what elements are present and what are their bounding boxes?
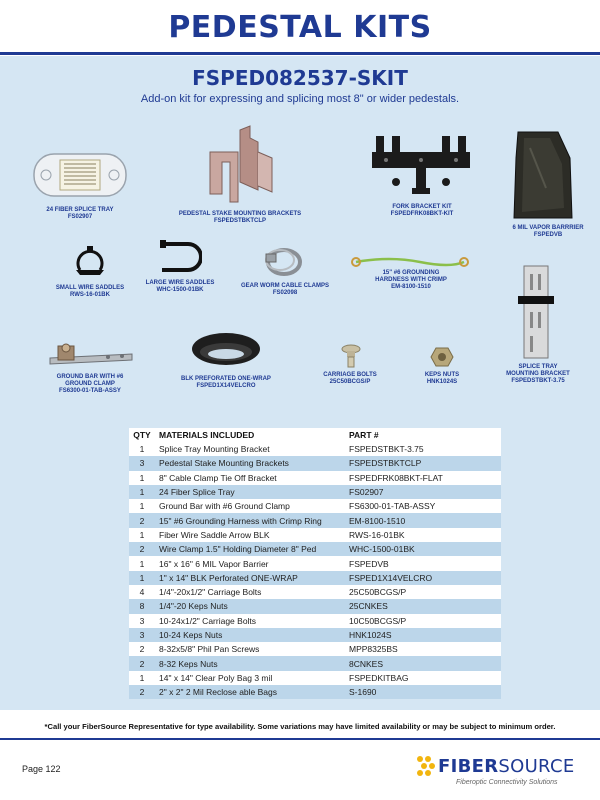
table-row bbox=[129, 671, 501, 685]
part-number-cell: 25CNKES bbox=[349, 601, 388, 612]
splice-tray-caption: 24 FIBER SPLICE TRAY FS02907 bbox=[46, 207, 114, 220]
table-row bbox=[129, 628, 501, 642]
material-cell: 1/4"-20x1/2" Carriage Bolts bbox=[159, 587, 262, 598]
part-number-cell: EM-8100-1510 bbox=[349, 515, 406, 526]
carriage-bolts-caption: CARRIAGE BOLTS 25C50BCGS/P bbox=[323, 372, 377, 385]
one-wrap-caption: BLK PREFORATED ONE-WRAP FSPED1X14VELCRO bbox=[181, 376, 271, 389]
qty-cell: 1 bbox=[139, 572, 145, 583]
material-cell: 15" #6 Grounding Harness with Crimp Ring bbox=[159, 515, 322, 526]
material-cell: 24 Fiber Splice Tray bbox=[159, 487, 235, 498]
part-number-cell: FSPEDFRK08BKT-FLAT bbox=[349, 472, 443, 483]
part-number-cell: 25C50BCGS/P bbox=[349, 587, 407, 598]
part-number-cell: FSPEDVB bbox=[349, 558, 389, 569]
table-header bbox=[129, 428, 501, 442]
material-cell: Fiber Wire Saddle Arrow BLK bbox=[159, 529, 270, 540]
table-row bbox=[129, 571, 501, 585]
material-cell: 16" x 16" 6 MIL Vapor Barrier bbox=[159, 558, 269, 569]
small-saddles-caption: SMALL WIRE SADDLES RWS-16-01BK bbox=[55, 285, 125, 298]
part-number-cell: FS02907 bbox=[349, 487, 384, 498]
page-number: Page 122 bbox=[22, 764, 61, 774]
logo-dots-icon bbox=[414, 754, 438, 780]
tray-bracket-caption: SPLICE TRAY MOUNTING BRACKET FSPEDSTBKT-3.75 bbox=[506, 364, 570, 384]
vapor-barrier-image bbox=[510, 128, 578, 222]
qty-cell: 2 bbox=[139, 544, 145, 555]
material-cell: 14" x 14" Clear Poly Bag 3 mil bbox=[159, 672, 273, 683]
kit-subtitle: Add-on kit for expressing and splicing most 8" or wider pedestals. bbox=[140, 93, 460, 105]
table-row bbox=[129, 456, 501, 470]
material-cell: 8" Cable Clamp Tie Off Bracket bbox=[159, 472, 277, 483]
ground-bar-image bbox=[48, 340, 134, 370]
ground-bar-caption: GROUND BAR WITH #6 GROUND CLAMP FS6300-01-TAB-ASSY bbox=[56, 374, 124, 394]
table-row bbox=[129, 556, 501, 570]
qty-cell: 2 bbox=[139, 658, 145, 669]
part-number-cell: FSPEDSTBKT-3.75 bbox=[349, 444, 424, 455]
qty-cell: 2 bbox=[139, 687, 145, 698]
fork-bracket-image bbox=[366, 132, 476, 202]
stake-brackets-caption: PEDESTAL STAKE MOUNTING BRACKETS FSPEDSTBKTCLP bbox=[178, 211, 302, 224]
carriage-bolts-image bbox=[340, 344, 362, 368]
table-row bbox=[129, 599, 501, 613]
part-number-cell: S-1690 bbox=[349, 687, 377, 698]
part-number-cell: FSPEDKITBAG bbox=[349, 672, 409, 683]
material-cell: 8-32x5/8" Phil Pan Screws bbox=[159, 644, 260, 655]
availability-note: *Call your FiberSource Representative for type availability. Some variations may have limited availability or may be subject to minimum order. bbox=[44, 722, 556, 731]
table-row bbox=[129, 499, 501, 513]
page-title: PEDESTAL KITS bbox=[168, 10, 432, 45]
part-number-cell: FSPEDSTBKTCLP bbox=[349, 458, 422, 469]
large-saddles-caption: LARGE WIRE SADDLES WHC-1500-01BK bbox=[145, 280, 215, 293]
qty-cell: 2 bbox=[139, 644, 145, 655]
table-row bbox=[129, 528, 501, 542]
material-cell: Wire Clamp 1.5" Holding Diameter 8" Ped bbox=[159, 544, 317, 555]
material-cell: 2" x 2" 2 Mil Reclose able Bags bbox=[159, 687, 278, 698]
table-row bbox=[129, 513, 501, 527]
part-number-cell: 10C50BCGS/P bbox=[349, 615, 407, 626]
part-number-cell: 8CNKES bbox=[349, 658, 384, 669]
table-row bbox=[129, 585, 501, 599]
material-cell: 10-24x1/2" Carriage Bolts bbox=[159, 615, 257, 626]
qty-cell: 2 bbox=[139, 515, 145, 526]
grounding-harness-image bbox=[350, 252, 470, 272]
qty-cell: 3 bbox=[139, 630, 145, 640]
stake-brackets-image bbox=[200, 122, 280, 204]
small-saddles-image bbox=[72, 244, 108, 278]
qty-cell: 1 bbox=[139, 444, 145, 455]
keps-nuts-image bbox=[430, 346, 454, 368]
part-header: PART # bbox=[349, 430, 379, 440]
part-number-cell: FSPED1X14VELCRO bbox=[349, 572, 433, 583]
tray-bracket-image bbox=[514, 264, 560, 360]
material-cell: 8-32 Keps Nuts bbox=[159, 658, 218, 669]
table-row bbox=[129, 656, 501, 670]
material-cell: Ground Bar with #6 Ground Clamp bbox=[159, 501, 290, 512]
qty-cell: 1 bbox=[139, 472, 145, 483]
qty-cell: 1 bbox=[139, 672, 145, 683]
logo-tagline: Fiberoptic Connectivity Solutions bbox=[456, 779, 558, 786]
gear-clamps-caption: GEAR WORM CABLE CLAMPS FS02098 bbox=[241, 283, 329, 296]
one-wrap-image bbox=[188, 328, 264, 370]
fork-bracket-caption: FORK BRACKET KIT FSPEDFRK08BKT-KIT bbox=[390, 204, 454, 217]
qty-cell: 1 bbox=[139, 501, 145, 512]
footer-divider bbox=[0, 738, 600, 740]
table-row bbox=[129, 642, 501, 656]
material-cell: 10-24 Keps Nuts bbox=[159, 630, 223, 640]
table-row bbox=[129, 471, 501, 485]
qty-cell: 1 bbox=[139, 487, 145, 498]
keps-nuts-caption: KEPS NUTS HNK1024S bbox=[424, 372, 460, 385]
large-saddles-image bbox=[158, 236, 202, 278]
gear-clamps-image bbox=[260, 242, 306, 278]
part-number-cell: FS6300-01-TAB-ASSY bbox=[349, 501, 436, 512]
part-number-cell: RWS-16-01BK bbox=[349, 529, 405, 540]
qty-cell: 1 bbox=[139, 529, 145, 540]
material-cell: 1" x 14" BLK Perforated ONE-WRAP bbox=[159, 572, 298, 583]
table-row bbox=[129, 442, 501, 456]
qty-cell: 4 bbox=[139, 587, 145, 598]
material-cell: Splice Tray Mounting Bracket bbox=[159, 444, 270, 455]
qty-header: QTY bbox=[133, 430, 151, 440]
qty-cell: 1 bbox=[139, 558, 145, 569]
logo-wordmark: FIBERSOURCE bbox=[438, 756, 575, 777]
kit-name: FSPED082537-SKIT bbox=[192, 66, 408, 90]
part-number-cell: MPP8325BS bbox=[349, 644, 398, 655]
table-body bbox=[129, 442, 501, 699]
table-row bbox=[129, 542, 501, 556]
grounding-harness-caption: 15" #6 GROUNDING HARDNESS WITH CRIMP EM-8100-1510 bbox=[375, 270, 447, 290]
qty-cell: 3 bbox=[139, 458, 145, 469]
qty-cell: 3 bbox=[139, 615, 145, 626]
part-number-cell: HNK1024S bbox=[349, 630, 392, 640]
fibersource-logo bbox=[414, 752, 590, 792]
materials-table bbox=[129, 428, 501, 699]
vapor-barrier-caption: 6 MIL VAPOR BARRRIER FSPEDVB bbox=[512, 225, 584, 238]
table-row bbox=[129, 685, 501, 699]
part-number-cell: WHC-1500-01BK bbox=[349, 544, 415, 555]
qty-cell: 8 bbox=[139, 601, 145, 612]
material-cell: 1/4"-20 Keps Nuts bbox=[159, 601, 228, 612]
material-cell: Pedestal Stake Mounting Brackets bbox=[159, 458, 289, 469]
table-row bbox=[129, 614, 501, 628]
table-row bbox=[129, 485, 501, 499]
title-divider bbox=[0, 52, 600, 55]
material-header: MATERIALS INCLUDED bbox=[159, 430, 255, 440]
splice-tray-image bbox=[30, 146, 130, 204]
